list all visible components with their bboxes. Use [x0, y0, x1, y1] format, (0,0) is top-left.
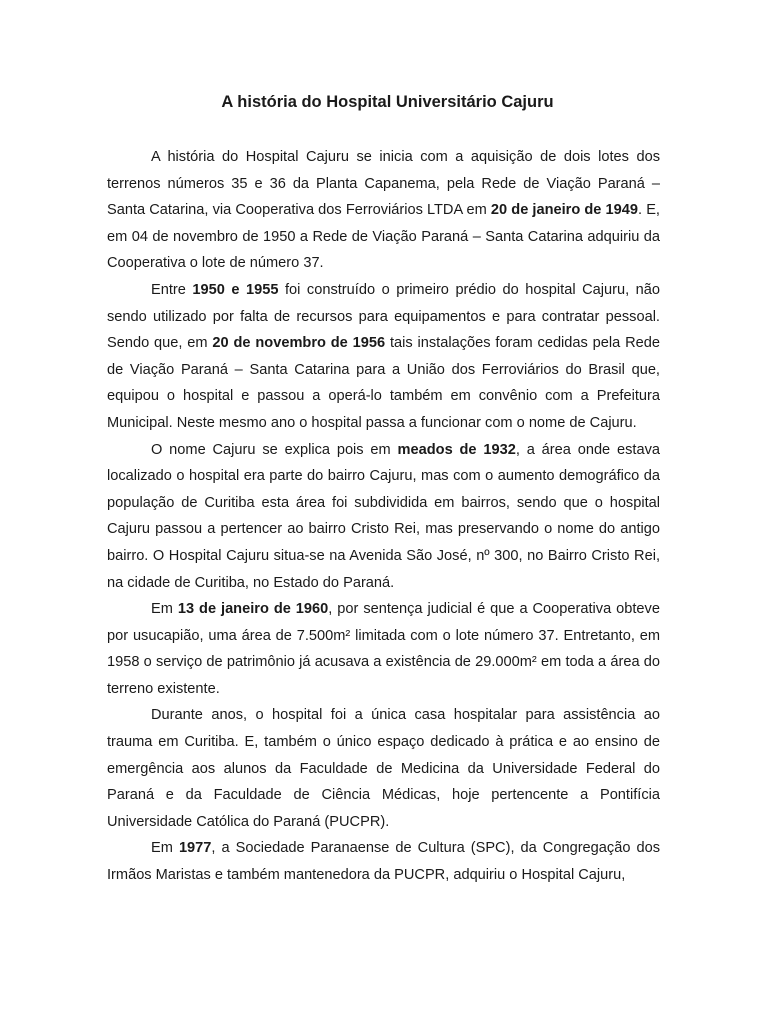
document-page: [107, 90, 660, 889]
text-run: Durante anos, o hospital foi a única casa hospitalar para assistência ao trauma em Curitiba. E, também o único espaço dedicado à prática e ao ensino de emergência aos alunos da Faculdade de Medicina da Universidade Federal do Paraná e da Faculdade de Ciência Médicas, hoje pertencente a Pontifícia Universidade Católica do Paraná (PUCPR).: [107, 707, 660, 830]
bold-text: 20 de janeiro de 1949: [490, 202, 639, 219]
text-run: Entre: [151, 281, 193, 298]
text-run: . E, em 04 de novembro de 1950 a Rede de Viação Paraná – Santa Catarina adquiriu da Cooperativa o lote de número 37.: [107, 202, 660, 272]
bold-text: 13 de janeiro de 1960: [177, 601, 329, 618]
document-body: [107, 144, 660, 889]
text-run: , a área onde estava localizado o hospital era parte do bairro Cajuru, mas com o aumento demográfico da população de Curitiba esta área foi subdividida em bairros, sendo que o hospital Cajuru passou a pertencer ao bairro Cristo Rei, mas preservando o nome do antigo bairro. O Hospital Cajuru situa-se na Avenida São José, nº 300, no Bairro Cristo Rei, na cidade de Curitiba, no Estado do Paraná.: [107, 441, 660, 591]
paragraph: [107, 702, 660, 835]
text-run: , a Sociedade Paranaense de Cultura (SPC), da Congregação dos Irmãos Maristas e também mantenedora da PUCPR, adquiriu o Hospital Cajuru,: [107, 840, 660, 884]
paragraph: [107, 835, 660, 888]
text-run: Em: [151, 840, 179, 857]
paragraph: [107, 596, 660, 702]
text-run: Em: [151, 601, 178, 618]
bold-text: 1950 e 1955: [192, 281, 279, 298]
text-run: tais instalações foram cedidas pela Rede de Viação Paraná – Santa Catarina para a União dos Ferroviários do Brasil que, equipou o hospital e passou a operá-lo também em convênio com a Prefeitura Municipal. Neste mesmo ano o hospital passa a funcionar com o nome de Cajuru.: [107, 335, 661, 431]
text-run: A história do Hospital Cajuru se inicia com a aquisição de dois lotes dos terrenos números 35 e 36 da Planta Capanema, pela Rede de Viação Paraná – Santa Catarina, via Cooperativa dos Ferroviários LTDA em: [107, 149, 660, 219]
document-title: A história do Hospital Universitário Cajuru: [221, 93, 554, 111]
text-run: , por sentença judicial é que a Cooperativa obteve por usucapião, uma área de 7.500m² limitada com o lote número 37. Entretanto, em 1958 o serviço de patrimônio já acusava a existência de 29.000m² em toda a área do terreno existente.: [107, 601, 660, 697]
text-run: O nome Cajuru se explica pois em: [151, 441, 398, 458]
bold-text: 1977: [178, 840, 212, 857]
text-run: foi construído o primeiro prédio do hospital Cajuru, não sendo utilizado por falta de recursos para equipamentos e para contratar pessoal. Sendo que, em: [107, 281, 660, 352]
paragraph: [107, 144, 660, 277]
bold-text: 20 de novembro de 1956: [212, 335, 386, 352]
bold-text: meados de 1932: [397, 441, 516, 458]
paragraph: [107, 277, 660, 437]
paragraph: [107, 437, 660, 597]
